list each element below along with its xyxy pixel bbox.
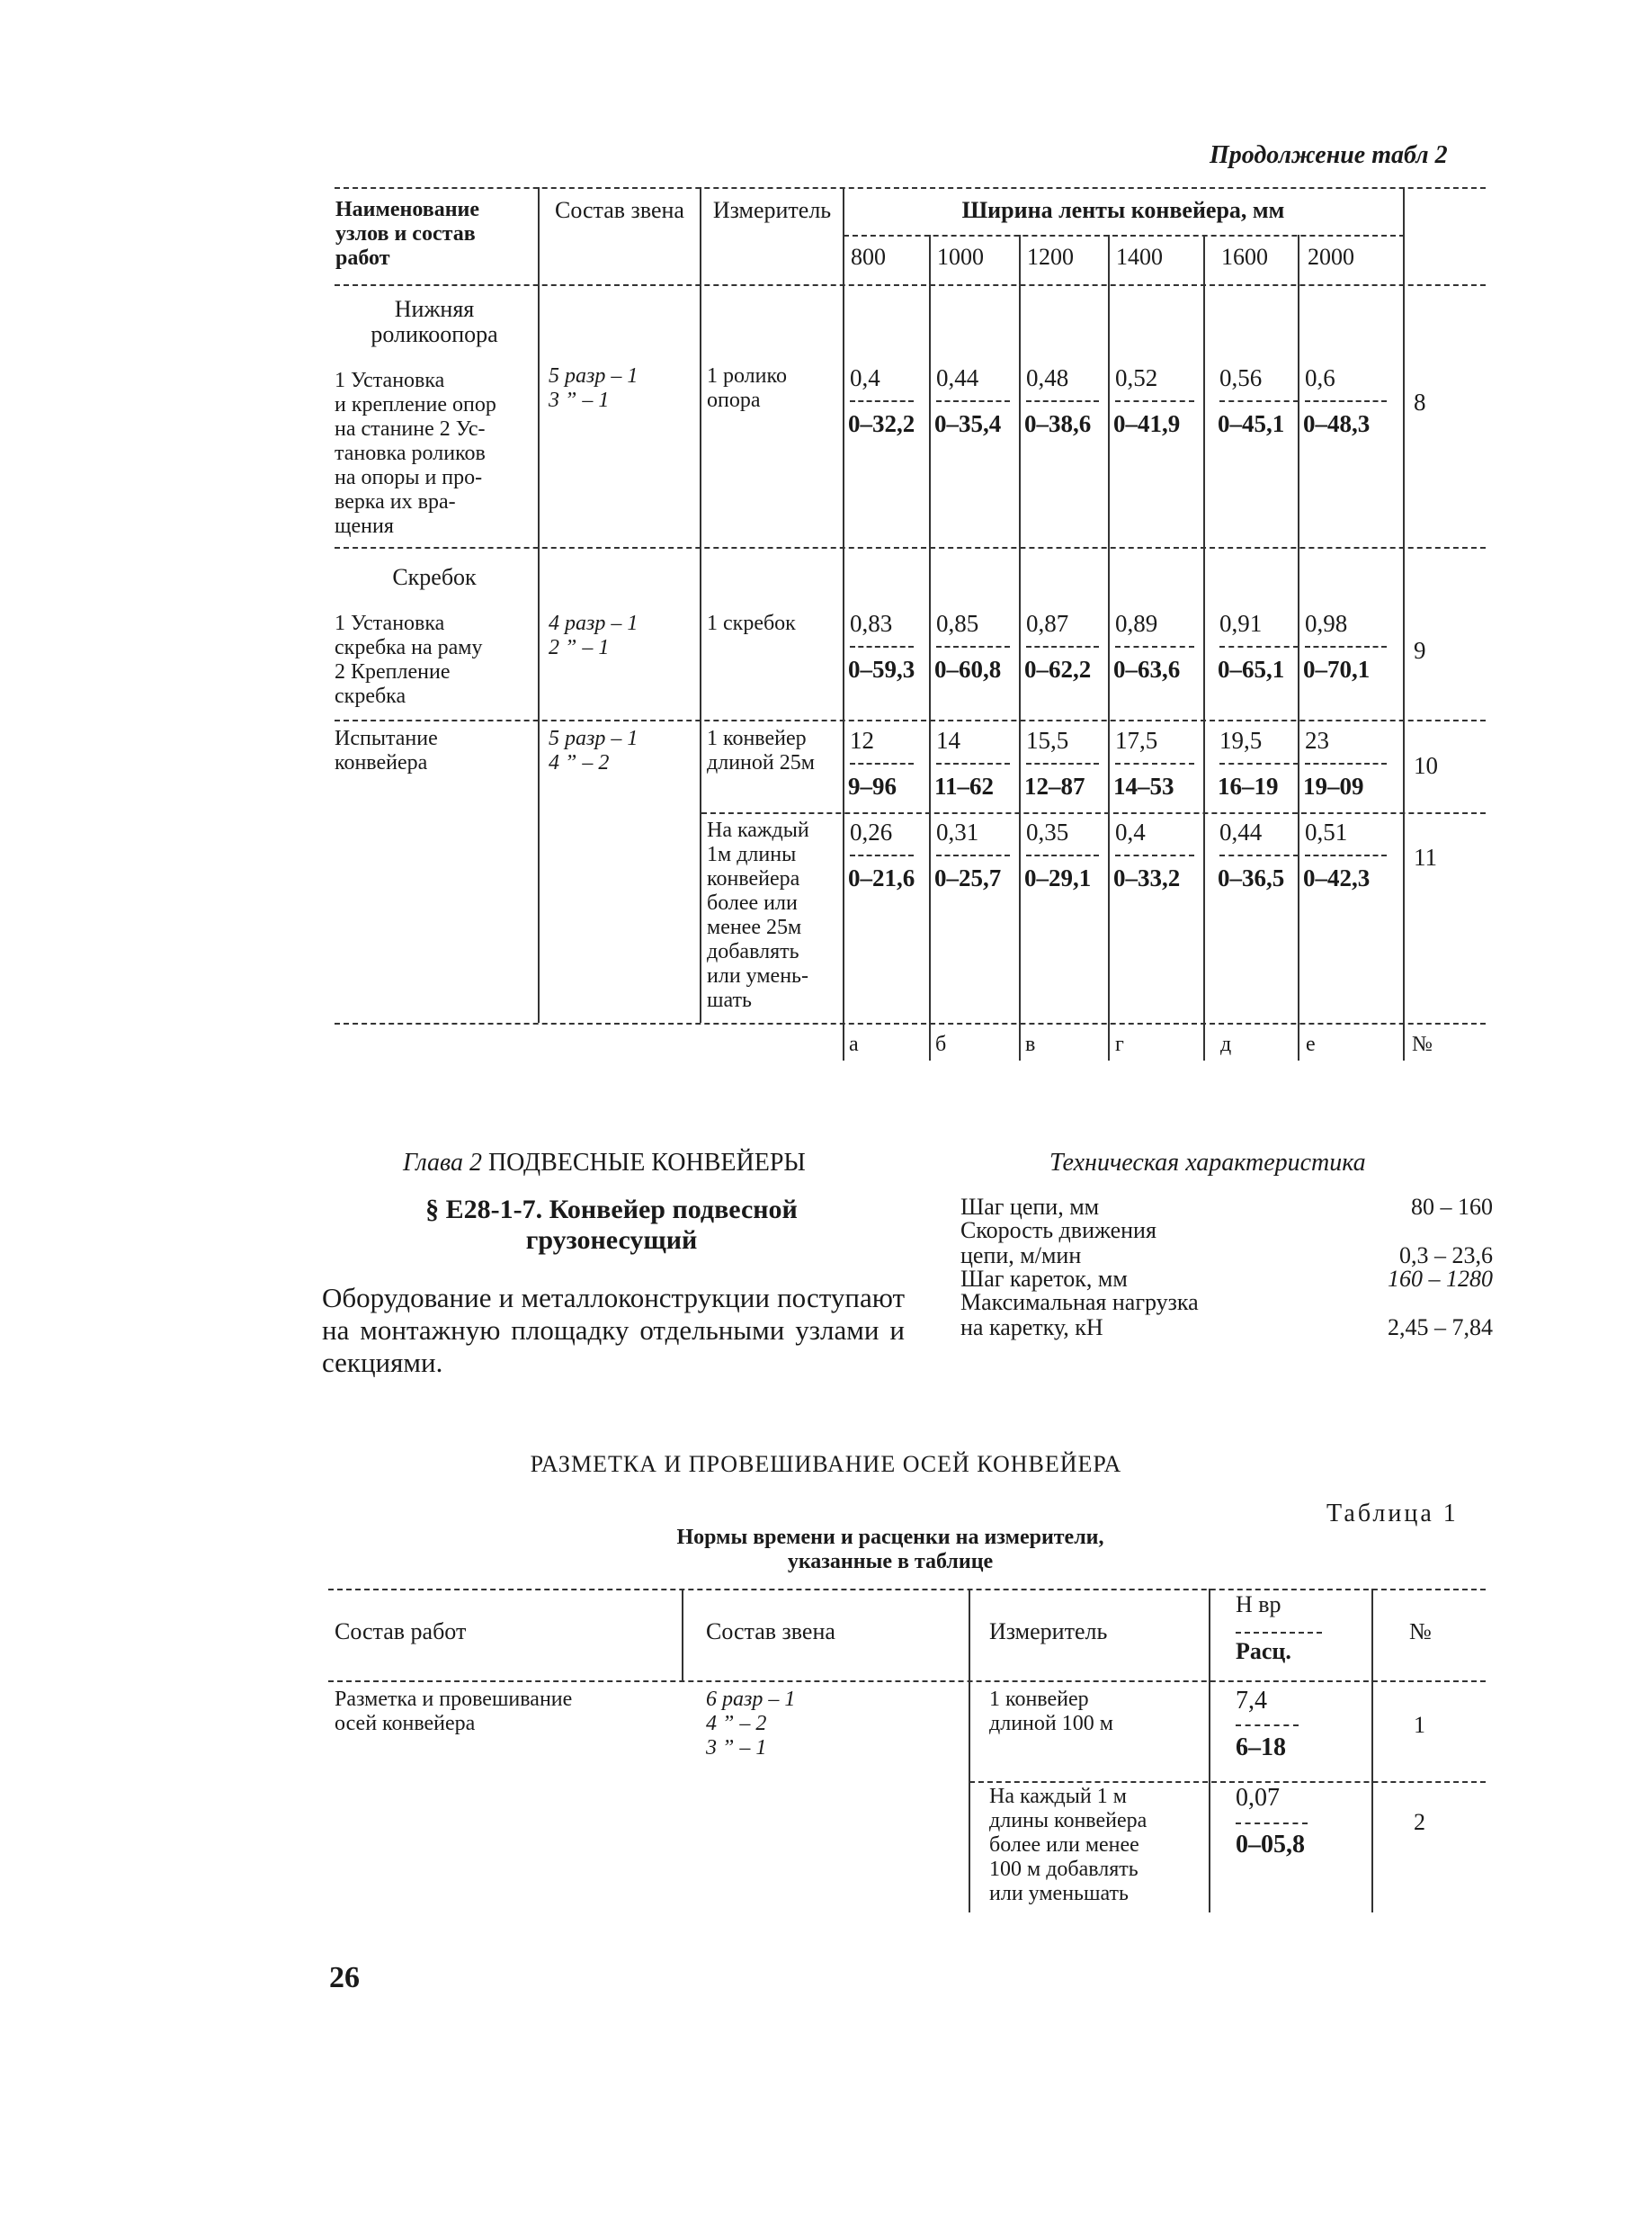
tech-value: 0,3 – 23,6 xyxy=(1399,1242,1493,1268)
width-header-rule xyxy=(844,235,1405,237)
col-divider xyxy=(1298,235,1299,1061)
width-1200: 1200 xyxy=(1027,244,1074,270)
col-divider xyxy=(700,187,701,1023)
intro-paragraph: Оборудование и металлоконструкции поступают на монтажную площадку отдельными узлами и секциями. xyxy=(322,1282,905,1378)
norm-time-value: 19,5 xyxy=(1219,727,1263,754)
fraction-rule xyxy=(1305,763,1387,765)
row-rule xyxy=(335,720,1486,721)
footer-letter-a: а xyxy=(849,1033,859,1056)
norm-time-value: 0,31 xyxy=(936,819,979,846)
norm-time-value: 0,52 xyxy=(1115,364,1158,391)
col-divider xyxy=(1403,187,1405,1061)
row-unit: 1 скребок xyxy=(707,612,796,635)
rate-value: 0–38,6 xyxy=(1024,410,1092,437)
row-group-title: Скребок xyxy=(392,564,477,590)
fraction-rule xyxy=(1305,646,1387,648)
col-divider xyxy=(1019,235,1021,1061)
col-divider xyxy=(1371,1589,1373,1912)
row-work: 1 Установка и крепление опор на станине 2 Ус- тановка роликов на опоры и про- верка их вра- щения xyxy=(335,369,496,538)
fraction-rule xyxy=(1305,855,1387,856)
rate-value: 0–42,3 xyxy=(1303,864,1371,891)
row-work: Испытание конвейера xyxy=(335,727,438,775)
tech-value: 160 – 1280 xyxy=(1388,1266,1493,1292)
row-crew: 5 разр – 1 4 ” – 2 xyxy=(549,727,638,775)
fraction-rule xyxy=(1219,855,1299,856)
footer-letter-v: в xyxy=(1025,1033,1036,1056)
fraction-rule xyxy=(1026,763,1099,765)
norm-time-value: 0,44 xyxy=(1219,819,1263,846)
fraction-rule xyxy=(1305,400,1387,402)
rate-value: 0–32,2 xyxy=(848,410,915,437)
norm-time-value: 0,87 xyxy=(1026,610,1069,637)
header-name: Наименование узлов и состав работ xyxy=(335,198,479,270)
fraction-rule xyxy=(1236,1724,1299,1726)
tech-label: Шаг цепи, мм xyxy=(960,1194,1100,1220)
fraction-rule xyxy=(936,400,1010,402)
fraction-rule xyxy=(1026,855,1099,856)
rate-value: 0–41,9 xyxy=(1113,410,1181,437)
tech-value: 2,45 – 7,84 xyxy=(1388,1314,1493,1340)
col-divider xyxy=(969,1589,970,1912)
norm-time-value: 0,35 xyxy=(1026,819,1069,846)
footer-letter-d: д xyxy=(1220,1033,1232,1056)
continuation-label: Продолжение табл 2 xyxy=(1210,141,1448,169)
row-unit: 1 ролико опора xyxy=(707,364,787,412)
rate-value: 0–21,6 xyxy=(848,864,915,891)
norm-time-value: 0,98 xyxy=(1305,610,1348,637)
norm-time-value: 0,4 xyxy=(1115,819,1146,846)
width-1000: 1000 xyxy=(937,244,984,270)
rate-value: 0–25,7 xyxy=(934,864,1002,891)
rate-value: 14–53 xyxy=(1113,773,1174,800)
rate-value: 0–33,2 xyxy=(1113,864,1181,891)
fraction-rule xyxy=(1236,1632,1322,1634)
tech-label: Скорость движения цепи, м/мин xyxy=(960,1217,1156,1268)
table-top-rule xyxy=(328,1589,1486,1590)
fraction-rule xyxy=(936,855,1010,856)
header-bottom-rule xyxy=(328,1680,1486,1682)
norm-time-value: 0,83 xyxy=(850,610,893,637)
fraction-rule xyxy=(850,855,914,856)
header-number: № xyxy=(1409,1618,1432,1644)
row-unit: 1 конвейер длиной 100 м xyxy=(989,1688,1113,1735)
rate-value: 0–35,4 xyxy=(934,410,1002,437)
row-number: 2 xyxy=(1414,1809,1425,1835)
rate-value: 0–70,1 xyxy=(1303,656,1371,683)
row-crew: 4 разр – 1 2 ” – 1 xyxy=(549,612,638,659)
norm-time-value: 23 xyxy=(1305,727,1329,754)
rate-value: 11–62 xyxy=(934,773,995,800)
rate-value: 0–60,8 xyxy=(934,656,1002,683)
col-divider xyxy=(1209,1589,1210,1912)
norm-time-value: 0,51 xyxy=(1305,819,1348,846)
row-rule xyxy=(969,1781,1486,1783)
rate-value: 0–48,3 xyxy=(1303,410,1371,437)
fraction-rule xyxy=(936,763,1010,765)
norm-time-value: 0,44 xyxy=(936,364,979,391)
row-rate: 0–05,8 xyxy=(1236,1831,1305,1858)
header-norm-time: Н вр xyxy=(1236,1591,1281,1617)
row-number: 8 xyxy=(1414,389,1426,416)
chapter-title: ПОДВЕСНЫЕ КОНВЕЙЕРЫ xyxy=(487,1149,806,1177)
fraction-rule xyxy=(850,646,914,648)
rate-value: 0–59,3 xyxy=(848,656,915,683)
fraction-rule xyxy=(1219,763,1299,765)
rate-value: 12–87 xyxy=(1024,773,1085,800)
table-1-caption: Нормы времени и расценки на измерители, указанные в таблице xyxy=(676,1526,1104,1573)
row-unit: На каждый 1 м длины конвейера более или менее 100 м добавлять или уменьшать xyxy=(989,1785,1147,1905)
rate-value: 0–45,1 xyxy=(1218,410,1285,437)
footer-letter-b: б xyxy=(935,1033,947,1056)
table-1-label: Таблица 1 xyxy=(1326,1500,1459,1527)
footer-number-sign: № xyxy=(1412,1033,1433,1056)
norm-time-value: 0,26 xyxy=(850,819,893,846)
fraction-rule xyxy=(850,763,914,765)
norm-time-value: 0,91 xyxy=(1219,610,1263,637)
fraction-rule xyxy=(1026,646,1099,648)
fraction-rule xyxy=(1115,646,1194,648)
rate-value: 16–19 xyxy=(1218,773,1279,800)
fraction-rule xyxy=(1026,400,1099,402)
width-1600: 1600 xyxy=(1221,244,1268,270)
width-800: 800 xyxy=(851,244,886,270)
rate-value: 0–65,1 xyxy=(1218,656,1285,683)
fraction-rule xyxy=(850,400,914,402)
row-number: 11 xyxy=(1414,844,1437,871)
col-divider xyxy=(1203,235,1205,1061)
footer-letter-e: е xyxy=(1306,1033,1316,1056)
subsection-heading: РАЗМЕТКА И ПРОВЕШИВАНИЕ ОСЕЙ КОНВЕЙЕРА xyxy=(530,1451,1122,1477)
row-norm-time: 0,07 xyxy=(1236,1784,1280,1812)
header-rate: Расц. xyxy=(1236,1638,1291,1664)
rate-value: 19–09 xyxy=(1303,773,1364,800)
fraction-rule xyxy=(1115,763,1194,765)
col-divider xyxy=(929,235,931,1061)
fraction-rule xyxy=(1219,646,1299,648)
footer-letter-g: г xyxy=(1115,1033,1124,1056)
norm-time-value: 0,48 xyxy=(1026,364,1069,391)
row-group-title: Нижняя роликоопора xyxy=(371,296,498,347)
col-divider xyxy=(1108,235,1110,1061)
fraction-rule xyxy=(1219,400,1299,402)
norm-time-value: 0,56 xyxy=(1219,364,1263,391)
fraction-rule xyxy=(1115,855,1194,856)
header-unit: Измеритель xyxy=(712,197,832,223)
row-unit: На каждый 1м длины конвейера более или менее 25м добавлять или умень- шать xyxy=(707,819,809,1012)
row-number: 9 xyxy=(1414,637,1426,664)
norm-time-value: 17,5 xyxy=(1115,727,1158,754)
col-divider xyxy=(682,1589,683,1680)
fraction-rule xyxy=(1115,400,1194,402)
header-work: Состав работ xyxy=(335,1618,467,1644)
fraction-rule xyxy=(936,646,1010,648)
header-crew: Состав звена xyxy=(555,197,684,223)
width-2000: 2000 xyxy=(1308,244,1354,270)
row-work: 1 Установка скребка на раму 2 Крепление скребка xyxy=(335,612,483,708)
rate-value: 0–29,1 xyxy=(1024,864,1092,891)
row-crew: 5 разр – 1 3 ” – 1 xyxy=(549,364,638,412)
rate-value: 0–36,5 xyxy=(1218,864,1285,891)
norm-time-value: 0,4 xyxy=(850,364,880,391)
norm-time-value: 0,89 xyxy=(1115,610,1158,637)
norm-time-value: 14 xyxy=(936,727,960,754)
tech-title: Техническая характеристика xyxy=(1049,1149,1366,1177)
chapter-label: Глава 2 xyxy=(403,1149,482,1177)
rate-value: 9–96 xyxy=(848,773,897,800)
table-bottom-rule xyxy=(335,1023,1486,1025)
row-work: Разметка и провешивание осей конвейера xyxy=(335,1688,573,1735)
table-top-rule xyxy=(335,187,1486,189)
rate-value: 0–62,2 xyxy=(1024,656,1092,683)
row-rule xyxy=(701,812,1486,814)
col-divider xyxy=(843,187,844,1061)
tech-value: 80 – 160 xyxy=(1411,1194,1493,1220)
page-number: 26 xyxy=(329,1961,360,1994)
section-title: § Е28-1-7. Конвейер подвесной грузонесущий xyxy=(425,1195,798,1255)
row-rule xyxy=(335,547,1486,549)
fraction-rule xyxy=(1236,1823,1308,1824)
row-norm-time: 7,4 xyxy=(1236,1687,1267,1715)
width-1400: 1400 xyxy=(1116,244,1163,270)
row-number: 10 xyxy=(1414,752,1438,779)
header-unit: Измеритель xyxy=(989,1618,1108,1644)
row-unit: 1 конвейер длиной 25м xyxy=(707,727,815,775)
header-belt-width: Ширина ленты конвейера, мм xyxy=(961,197,1285,223)
rate-value: 0–63,6 xyxy=(1113,656,1181,683)
row-rate: 6–18 xyxy=(1236,1733,1286,1761)
row-number: 1 xyxy=(1414,1712,1425,1738)
chapter-heading xyxy=(403,1150,806,1177)
col-divider xyxy=(538,187,540,1023)
header-bottom-rule xyxy=(335,284,1486,286)
header-crew: Состав звена xyxy=(706,1618,835,1644)
norm-time-value: 0,6 xyxy=(1305,364,1335,391)
norm-time-value: 12 xyxy=(850,727,874,754)
tech-label: Максимальная нагрузка на каретку, кН xyxy=(960,1289,1199,1340)
tech-label: Шаг кареток, мм xyxy=(960,1266,1128,1292)
norm-time-value: 15,5 xyxy=(1026,727,1069,754)
norm-time-value: 0,85 xyxy=(936,610,979,637)
row-crew: 6 разр – 1 4 ” – 2 3 ” – 1 xyxy=(706,1688,796,1760)
